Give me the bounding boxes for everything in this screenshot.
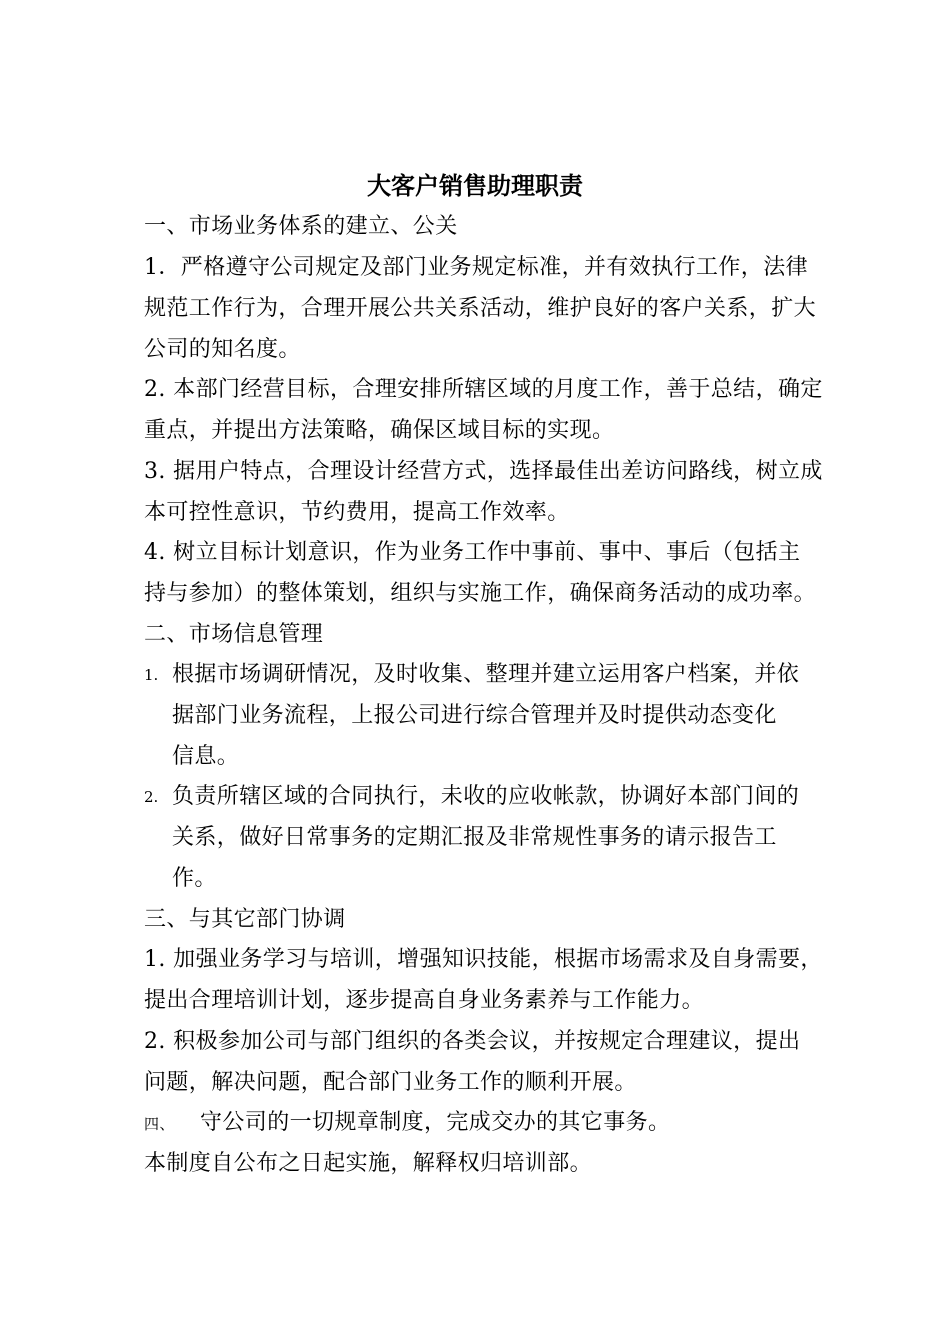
section1-item2-line1: 2. 本部门经营目标，合理安排所辖区域的月度工作，善于总结，确定 xyxy=(144,377,823,402)
section-heading-1: 一、市场业务体系的建立、公关 xyxy=(144,214,458,239)
section1-item1-line2: 规范工作行为，合理开展公共关系活动，维护良好的客户关系，扩大 xyxy=(144,296,817,321)
section4-number: 四、 xyxy=(144,1115,175,1133)
document-footer: 本制度自公布之日起实施，解释权归培训部。 xyxy=(144,1151,593,1176)
section4-text: 守公司的一切规章制度，完成交办的其它事务。 xyxy=(200,1110,671,1135)
section4-line xyxy=(144,1108,808,1139)
section2-item2-line2: 关系，做好日常事务的定期汇报及非常规性事务的请示报告工 xyxy=(172,825,777,850)
section2-item1-line3: 信息。 xyxy=(172,744,240,769)
section2-item2-number: 2. xyxy=(144,788,159,806)
section-heading-3: 三、与其它部门协调 xyxy=(144,907,346,932)
section1-item2-line2: 重点，并提出方法策略，确保区域目标的实现。 xyxy=(144,418,615,443)
section3-item1-line2: 提出合理培训计划，逐步提高自身业务素养与工作能力。 xyxy=(144,988,705,1013)
section2-item1-line2: 据部门业务流程，上报公司进行综合管理并及时提供动态变化 xyxy=(172,703,777,728)
section2-item2-line3: 作。 xyxy=(172,866,217,891)
section1-item4-line2: 持与参加）的整体策划，组织与实施工作，确保商务活动的成功率。 xyxy=(144,581,817,606)
section2-item1-number: 1. xyxy=(144,666,159,684)
document-title: 大客户销售助理职责 xyxy=(367,172,583,200)
section1-item1-line3: 公司的知名度。 xyxy=(144,337,301,362)
section1-item1-line1: 1．严格遵守公司规定及部门业务规定标准，并有效执行工作，法律 xyxy=(144,255,808,280)
section2-item2-line1: 负责所辖区域的合同执行，未收的应收帐款，协调好本部门间的 xyxy=(172,784,800,809)
section3-item2-line2: 问题，解决问题，配合部门业务工作的顺利开展。 xyxy=(144,1070,637,1095)
section1-item4-line1: 4. 树立目标计划意识，作为业务工作中事前、事中、事后（包括主 xyxy=(144,540,801,565)
section2-item1-line1: 根据市场调研情况，及时收集、整理并建立运用客户档案，并依 xyxy=(172,662,800,687)
section1-item3-line2: 本可控性意识，节约费用，提高工作效率。 xyxy=(144,500,570,525)
section1-item3-line1: 3. 据用户特点，合理设计经营方式，选择最佳出差访问路线，树立成 xyxy=(144,459,823,484)
section-heading-2: 二、市场信息管理 xyxy=(144,622,324,647)
section3-item1-line1: 1. 加强业务学习与培训，增强知识技能，根据市场需求及自身需要， xyxy=(144,947,823,972)
section3-item2-line1: 2. 积极参加公司与部门组织的各类会议，并按规定合理建议，提出 xyxy=(144,1029,801,1054)
